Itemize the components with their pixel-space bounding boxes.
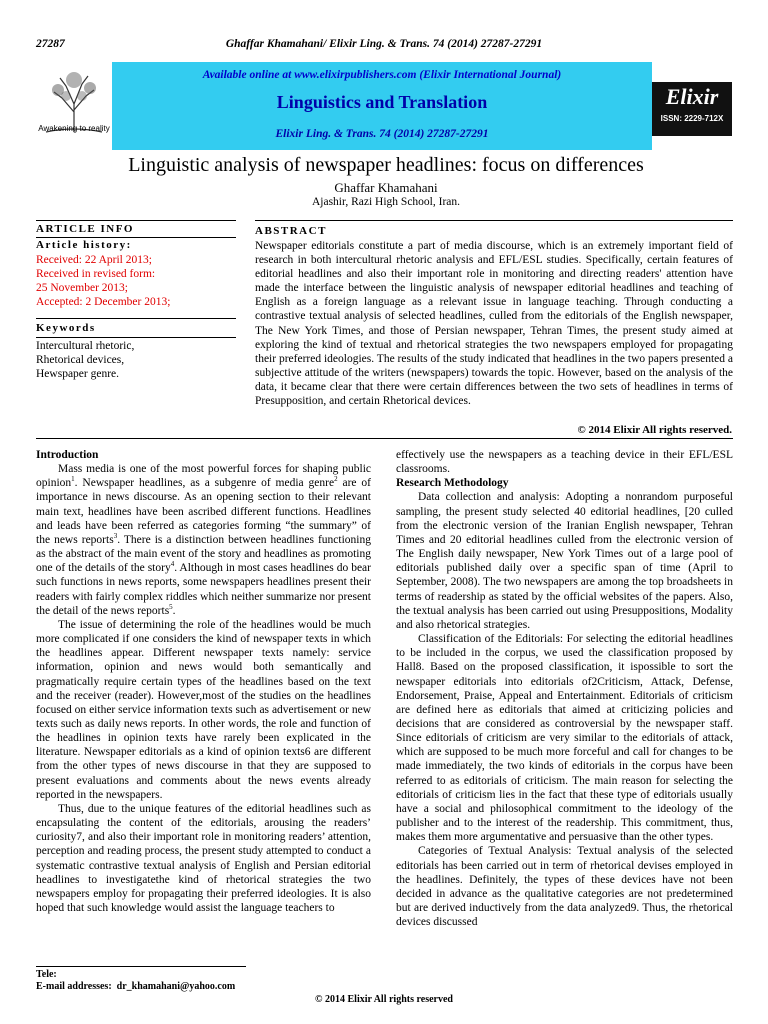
- intro-paragraph: The issue of determining the role of the headlines would be much more complicated if one considers the kind of newspaper texts in which the headlines appear. Different newspaper texts namely: service information, opinion and news would both semantically and pragmatically require certain types of the headlines based on the text and the receiver (reader). However,most of the studies on the headlines focused on either service information texts such as advertisement or new texts such as daily news reports. In other words, the role and function of the headlines in opinion texts have rarely been explicated in the literature. Newspaper editorials as a kind of opinion texts6 are different from the other types of news discourse in that they are supposed to present evaluations and comments about the news events already reported in the newspapers.: [36, 618, 371, 801]
- issn-label: ISSN: 2229-712X: [660, 114, 724, 123]
- introduction-heading: Introduction: [36, 449, 99, 461]
- logo-caption: Awakening to reality: [38, 124, 110, 133]
- keywords-rule: [36, 318, 236, 319]
- history-heading: Article history:: [36, 239, 132, 251]
- body-paragraph: Classification of the Editorials: For selecting the editorial headlines to be included in the corpus, we used the classification proposed by Hall8. Based on the proposed classification, it ispossible to sort the newspaper editorials into editorials of2Criticism, Attack, Defense, Endorsement, Praise, Appeal and Entertainment. Editorials of criticism are defined here as editorials that aimed at criticizing policies and decisions that are considered as controversial by the newspaper staff. Since editorials of criticism are very similar to the editorials of attack, which are supposed to be much more forceful and call for changes to be made immediately, the two kinds of editorials in the corpus have been referred to as editorials of criticism. The main reason for selecting the editorials of criticism lies in the fact that these type of editorials usually have a social and philosophical commitment to the ideology of the publisher and to the interest of the readership. This commitment, thus, makes them more argumentative and persuasive than the other types.: [396, 633, 733, 844]
- article-author: Ghaffar Khamahani: [334, 180, 438, 195]
- intro-paragraph: Thus, due to the unique features of the editorial headlines such as encapsulating the content of the editorials, arousing the readers’ curiosity7, and also their important role in monitoring readers’ attention, perception and reading process, the present study attempted to conduct a systematic contrastive textual analysis of English and Persian editorial headlines to investigatethe kind of rhetorical strategies the two newspapers employ for propagating their preferred ideologies. It is also hoped that such knowledge would assist the language teachers to: [36, 802, 371, 914]
- body-paragraph: Data collection and analysis: Adopting a nonrandom purposeful sampling, the present study selected 40 editorial headlines, [20 culled from the electronic version of the Iranian English newspaper, Tehran Times and 20 editorial headlines culled from the electronic version of The English daily newspaper, New York Times out of a large pool of editorials published daily over a specific span of time (April to September, 2008). The two newspapers are among the top broadsheets in terms of readership as stated by the official websites of the papers. Also, the textual analysis has been carried out using Presuppositions, Modality and also rhetorical strategies.: [396, 491, 733, 631]
- abstract-heading: ABSTRACT: [255, 225, 327, 237]
- awakening-logo: [36, 62, 112, 150]
- accepted-date: Accepted: 2 December 2013;: [36, 296, 171, 308]
- abstract-copyright: © 2014 Elixir All rights reserved.: [577, 424, 732, 436]
- email-link[interactable]: dr_khamahani@yahoo.com: [116, 981, 236, 992]
- elixir-wordmark: Elixir: [665, 84, 719, 109]
- info-top-rule: [36, 220, 236, 221]
- tree-icon: [36, 62, 112, 150]
- journal-citation: Elixir Ling. & Trans. 74 (2014) 27287-27291: [275, 128, 489, 140]
- abstract-top-rule: [255, 220, 733, 221]
- article-info-heading: ARTICLE INFO: [36, 223, 134, 235]
- left-column: [36, 448, 371, 915]
- body-paragraph: effectively use the newspapers as a teaching device in their EFL/ESL classrooms.: [396, 449, 733, 476]
- intro-paragraph: Mass media is one of the most powerful forces for shaping public opinion$^1$. Newspaper headlines, as a subgenre of media genre$^2$ are of importance in news discourse. As an opening section to their relevant main text, headlines have been ascribed different functions. Headlines and leads have been referred as categories forming “the summary” of the news reports$^3$. There is a distinction between headlines functioning as the abstract of the main event of the story and headlines as promoting one of the details of the story$^4$. Although in most cases headlines do bear such functions in news reports, some newspapers headlines present their readers with fairly complex riddles which neither summarize nor present the detail of the news reports$^5$.: [36, 463, 371, 617]
- footnote-rule: [36, 966, 246, 967]
- elixir-logo: [652, 62, 732, 150]
- received-date: Received: 22 April 2013;: [36, 254, 152, 266]
- abstract-bottom-rule: [36, 438, 733, 439]
- availability-line: Available online at www.elixirpublishers.com (Elixir International Journal): [202, 69, 562, 81]
- footer-copyright: © 2014 Elixir All rights reserved: [315, 994, 453, 1005]
- abstract-text: Newspaper editorials constitute a part of media discourse, which is an extremely important field of research in both intercultural rhetoric analysis and EFL/ESL studies. Specifically, certain features of editorial headlines and also their important role in monitoring and directing readers' attention have made the interface between the linguistic analysis of newspaper editorial headlines and teaching of English as a foreign language as a relevant issue in language teaching. Through conducting a contrastive textual analysis of selected headlines, culled from the editorials of the English newspaper, The New York Times, and those of Persian newspaper, Tehran Times, the present study aimed at exploring the kind of textual and rhetorical strategies the two newspapers employed for propagating their preferred ideologies. The results of the study indicated that headlines in the two papers presented a subjective attitude of the writers (newspapers) towards the topic. However, based on the analysis of the data, it became clear that there were certain differences between the two sets of headlines in terms of Presupposition, and certain Rhetorical devices.: [255, 240, 733, 408]
- running-title: Ghaffar Khamahani/ Elixir Ling. & Trans. 74 (2014) 27287-27291: [225, 38, 543, 50]
- page-number: 27287: [36, 38, 65, 50]
- keywords-rule-bottom: [36, 337, 236, 338]
- body-paragraph: Categories of Textual Analysis: Textual analysis of the selected editorials has been carried out in term of rhetorical devises employed in the headlines. Definitely, the types of these devices have not been decided in advance as the qualitative categories are not predetermined but are derived inductively from the data analyzed9. Thus, the rhetorical devices discussed: [396, 845, 733, 929]
- info-rule: [36, 237, 236, 238]
- keywords-heading: Keywords: [36, 322, 96, 334]
- revised-label: Received in revised form:: [36, 268, 156, 280]
- email-label: E-mail addresses:: [36, 981, 112, 992]
- keyword-item: Hewspaper genre.: [36, 368, 120, 380]
- revised-date: 25 November 2013;: [36, 282, 128, 294]
- author-affiliation: Ajashir, Razi High School, Iran.: [311, 196, 461, 208]
- tele-label: Tele:: [36, 969, 57, 980]
- keyword-item: Intercultural rhetoric,: [36, 340, 135, 352]
- email-line: [36, 981, 235, 992]
- keyword-item: Rhetorical devices,: [36, 354, 125, 366]
- article-title: Linguistic analysis of newspaper headlines: focus on differences: [128, 154, 644, 176]
- right-column: [396, 448, 733, 929]
- methodology-heading: Research Methodology: [396, 477, 509, 490]
- journal-name: Linguistics and Translation: [276, 92, 488, 112]
